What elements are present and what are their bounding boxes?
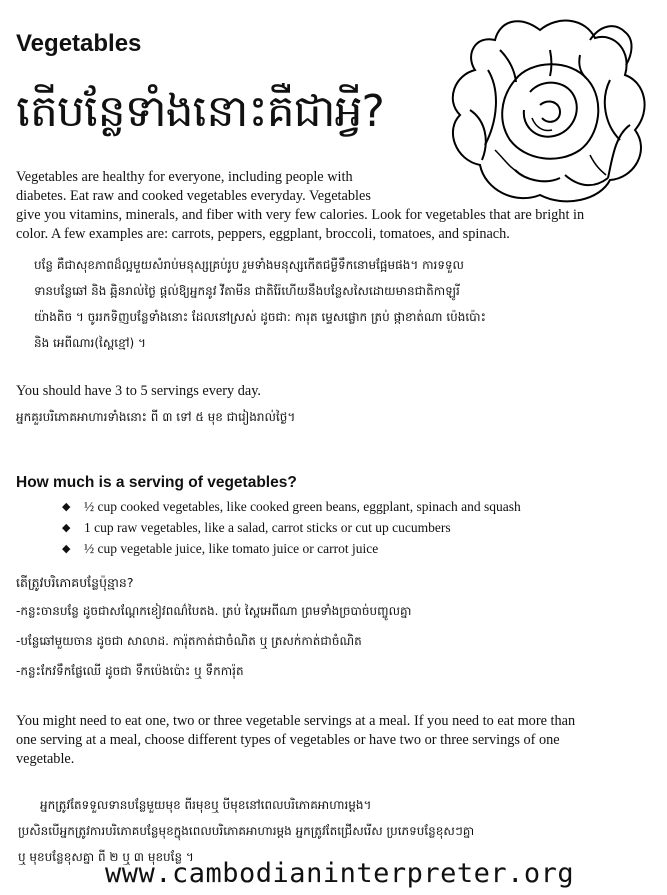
list-item: -កន្លះកែវទឹកផ្លែឈើ ដូចជា ទឹកប៉េងប៉ោះ ឬ ទឹកការ៉ុត xyxy=(16,664,244,678)
list-item: ◆ ½ cup vegetable juice, like tomato juice or carrot juice xyxy=(62,538,521,559)
intro-line: give you vitamins, minerals, and fiber with very few calories. Look for vegetables that are bright in xyxy=(16,207,585,223)
servings-khmer: អ្នកគួរបរិភោគអាហារទាំងនោះ ពី ៣ ទៅ ៥ មុខ ជារៀងរាល់ថ្ងៃ។ xyxy=(16,410,296,424)
meal-line: You might need to eat one, two or three vegetable servings at a meal. If you need to eat more than xyxy=(16,713,576,729)
servings-english: You should have 3 to 5 servings every day. xyxy=(16,383,262,399)
khmer-intro-line: បន្លែ គឺជាសុខភាពដ៏ល្អមួយសំរាប់មនុស្សគ្រប់រូប រួមទាំងមនុស្សកើតជម្ងឺទឹកនោមផ្អែមផង។ ការទទួល xyxy=(34,258,464,272)
list-item: ◆ ½ cup cooked vegetables, like cooked green beans, eggplant, spinach and squash xyxy=(62,496,521,517)
khmer-meal-line: ឬ មុខបន្លែខុសគ្នា ពី ២ ឬ ៣ មុខបន្លែ ។ xyxy=(18,850,194,864)
intro-paragraph xyxy=(16,168,656,244)
khmer-title: តើបន្លែទាំងនោះគឺជាអ្វី? xyxy=(16,86,384,137)
khmer-intro-line: យ៉ាងតិច ។ ចូររកទិញបន្លែទាំងនោះ ដែលនៅស្រស់ ដូចជា: ការុត ម្ទេសផ្លោក ត្រប់ ផ្កាខាត់ណា ប៉េងប៉ោះ xyxy=(34,310,486,324)
intro-line: color. A few examples are: carrots, peppers, eggplant, broccoli, tomatoes, and spinach. xyxy=(16,226,510,242)
list-item: -បន្លែឆៅមួយចាន ដូចជា សាលាដ. ការ៉ុតកាត់ជាចំណិត ឬ ត្រសក់កាត់ជាចំណិត xyxy=(16,634,362,648)
khmer-meal-line: ប្រសិនបើអ្នកត្រូវការបរិភោគបន្លែមុខក្នុងពេលបរិភោគអាហារម្តង អ្នកត្រូវតែជ្រើសរើស ប្រភេទបន្លែខុសៗគ្នា xyxy=(18,824,475,838)
intro-line: diabetes. Eat raw and cooked vegetables everyday. Vegetables xyxy=(16,188,371,204)
list-item: -កន្លះចានបន្លែ ដូចជាសណ្តែកខៀវពណ៌បៃតង. ត្រប់ ស្ពៃអេពីណា ព្រមទាំងច្របាច់បញ្ចូលគ្នា xyxy=(16,604,412,618)
serving-heading: How much is a serving of vegetables? xyxy=(16,474,297,491)
intro-line: Vegetables are healthy for everyone, including people with xyxy=(16,169,353,185)
khmer-intro-paragraph xyxy=(34,252,644,356)
khmer-intro-line: ទានបន្លែឆៅ និង ឆ្អិនរាល់ថ្ងៃ ផ្តល់ឱ្យអ្នកនូវ វីតាមីន ជាតិរ៉ែហើយនឹងបន្លែសសៃដោយមានជាតិកាឡូរី xyxy=(34,284,460,298)
meal-line: one serving at a meal, choose different types of vegetables or have two or three servings of one xyxy=(16,732,560,748)
khmer-question: តើត្រូវបរិភោគបន្លែប៉ុន្មាន? xyxy=(16,575,134,590)
serving-list xyxy=(62,496,521,559)
list-item: ◆ 1 cup raw vegetables, like a salad, carrot sticks or cut up cucumbers xyxy=(62,517,521,538)
khmer-meal-line: អ្នកត្រូវតែទទួលទានបន្លែមួយមុខ ពីរមុខឬ បីមុខនៅពេលបរិភោគអាហារម្តង។ xyxy=(40,798,372,812)
footer-website: www.cambodianinterpreter.org xyxy=(105,858,575,889)
khmer-serving-list xyxy=(16,596,411,686)
page-title: Vegetables xyxy=(16,30,142,57)
meal-paragraph xyxy=(16,712,661,769)
khmer-intro-line: និង អេពីណារ(ស្ពៃខ្មៅ) ។ xyxy=(34,336,146,350)
meal-line: vegetable. xyxy=(16,751,75,767)
